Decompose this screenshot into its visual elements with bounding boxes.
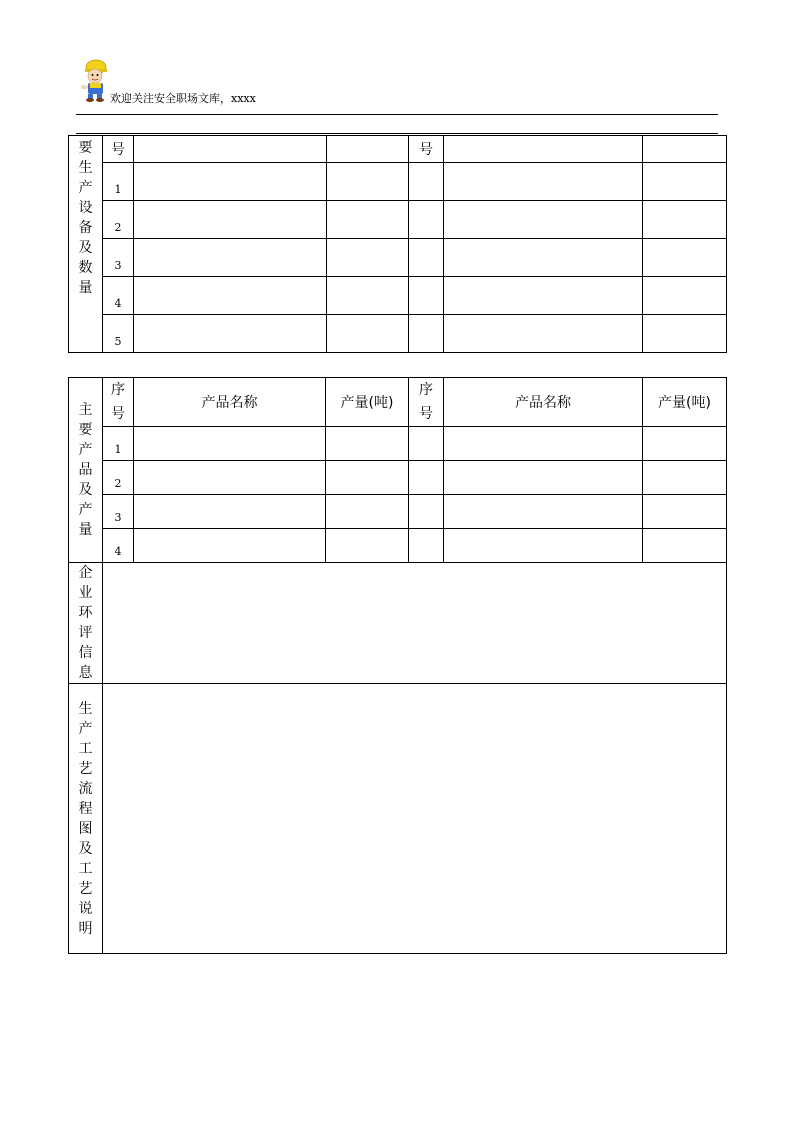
name-cell[interactable]	[134, 427, 326, 461]
name-header-cell-2	[444, 136, 643, 163]
seq-cell-2[interactable]	[409, 201, 444, 239]
name-cell-2[interactable]	[444, 315, 643, 353]
name-cell[interactable]	[134, 495, 326, 529]
equipment-table	[68, 135, 727, 353]
table-row	[69, 427, 727, 461]
row-number: 3	[103, 239, 134, 277]
name-cell-2[interactable]	[444, 529, 643, 563]
name-cell-2[interactable]	[444, 163, 643, 201]
seq-cell-2[interactable]	[409, 461, 444, 495]
header-divider-2	[76, 133, 718, 134]
table-row	[69, 239, 727, 277]
seq-cell-2[interactable]	[409, 529, 444, 563]
qty-cell[interactable]	[327, 277, 409, 315]
qty-cell-2[interactable]	[643, 461, 727, 495]
row-number: 5	[103, 315, 134, 353]
header-text: 欢迎关注安全职场文库，xxxx	[110, 92, 256, 105]
name-cell[interactable]	[134, 529, 326, 563]
name-cell[interactable]	[134, 461, 326, 495]
process-section-label: 生产工艺流程图及工艺说明	[69, 684, 103, 954]
name-cell[interactable]	[134, 201, 327, 239]
table-row	[69, 495, 727, 529]
eia-section-label: 企业环评信息	[69, 563, 103, 684]
name-cell-2[interactable]	[444, 495, 643, 529]
name-cell-2[interactable]	[444, 201, 643, 239]
seq-header: 号	[103, 136, 134, 163]
qty-cell[interactable]	[327, 315, 409, 353]
worker-mascot-icon	[76, 58, 110, 102]
table-row	[69, 529, 727, 563]
qty-cell[interactable]	[326, 495, 409, 529]
header-divider	[76, 114, 718, 115]
row-number: 1	[103, 163, 134, 201]
process-description-area[interactable]	[103, 684, 727, 954]
table-row	[69, 201, 727, 239]
products-table	[68, 377, 727, 954]
qty-header: 产量(吨)	[326, 378, 409, 427]
name-cell[interactable]	[134, 239, 327, 277]
row-number: 1	[103, 427, 134, 461]
name-cell[interactable]	[134, 163, 327, 201]
seq-cell-2[interactable]	[409, 239, 444, 277]
qty-cell[interactable]	[327, 239, 409, 277]
seq-header: 序号	[103, 378, 134, 427]
row-number: 3	[103, 495, 134, 529]
name-cell-2[interactable]	[444, 427, 643, 461]
eia-info-area[interactable]	[103, 563, 727, 684]
qty-cell[interactable]	[326, 529, 409, 563]
qty-cell-2[interactable]	[643, 163, 727, 201]
name-cell-2[interactable]	[444, 239, 643, 277]
name-cell-2[interactable]	[444, 277, 643, 315]
seq-header-2: 序号	[409, 378, 444, 427]
qty-cell[interactable]	[327, 201, 409, 239]
name-cell[interactable]	[134, 277, 327, 315]
table-row	[69, 461, 727, 495]
row-number: 2	[103, 461, 134, 495]
qty-cell-2[interactable]	[643, 529, 727, 563]
row-number: 4	[103, 529, 134, 563]
table-row	[69, 315, 727, 353]
product-name-header: 产品名称	[134, 378, 326, 427]
name-header-cell	[134, 136, 327, 163]
qty-cell-2[interactable]	[643, 315, 727, 353]
product-name-header-2: 产品名称	[444, 378, 643, 427]
qty-cell-2[interactable]	[643, 495, 727, 529]
qty-header-2: 产量(吨)	[643, 378, 727, 427]
table-row	[69, 163, 727, 201]
qty-cell-2[interactable]	[643, 201, 727, 239]
qty-cell[interactable]	[327, 163, 409, 201]
name-cell-2[interactable]	[444, 461, 643, 495]
table-row	[69, 277, 727, 315]
qty-cell[interactable]	[326, 461, 409, 495]
seq-cell-2[interactable]	[409, 163, 444, 201]
page-header	[76, 56, 718, 116]
qty-cell-2[interactable]	[643, 239, 727, 277]
row-number: 4	[103, 277, 134, 315]
equipment-section-label: 要生产设备及数量	[69, 136, 103, 353]
qty-header-cell	[327, 136, 409, 163]
seq-cell-2[interactable]	[409, 495, 444, 529]
qty-header-cell-2	[643, 136, 727, 163]
seq-cell-2[interactable]	[409, 315, 444, 353]
seq-cell-2[interactable]	[409, 427, 444, 461]
qty-cell[interactable]	[326, 427, 409, 461]
seq-header-2: 号	[409, 136, 444, 163]
row-number: 2	[103, 201, 134, 239]
seq-cell-2[interactable]	[409, 277, 444, 315]
products-section-label: 主要产品及产量	[69, 378, 103, 563]
name-cell[interactable]	[134, 315, 327, 353]
qty-cell-2[interactable]	[643, 277, 727, 315]
qty-cell-2[interactable]	[643, 427, 727, 461]
